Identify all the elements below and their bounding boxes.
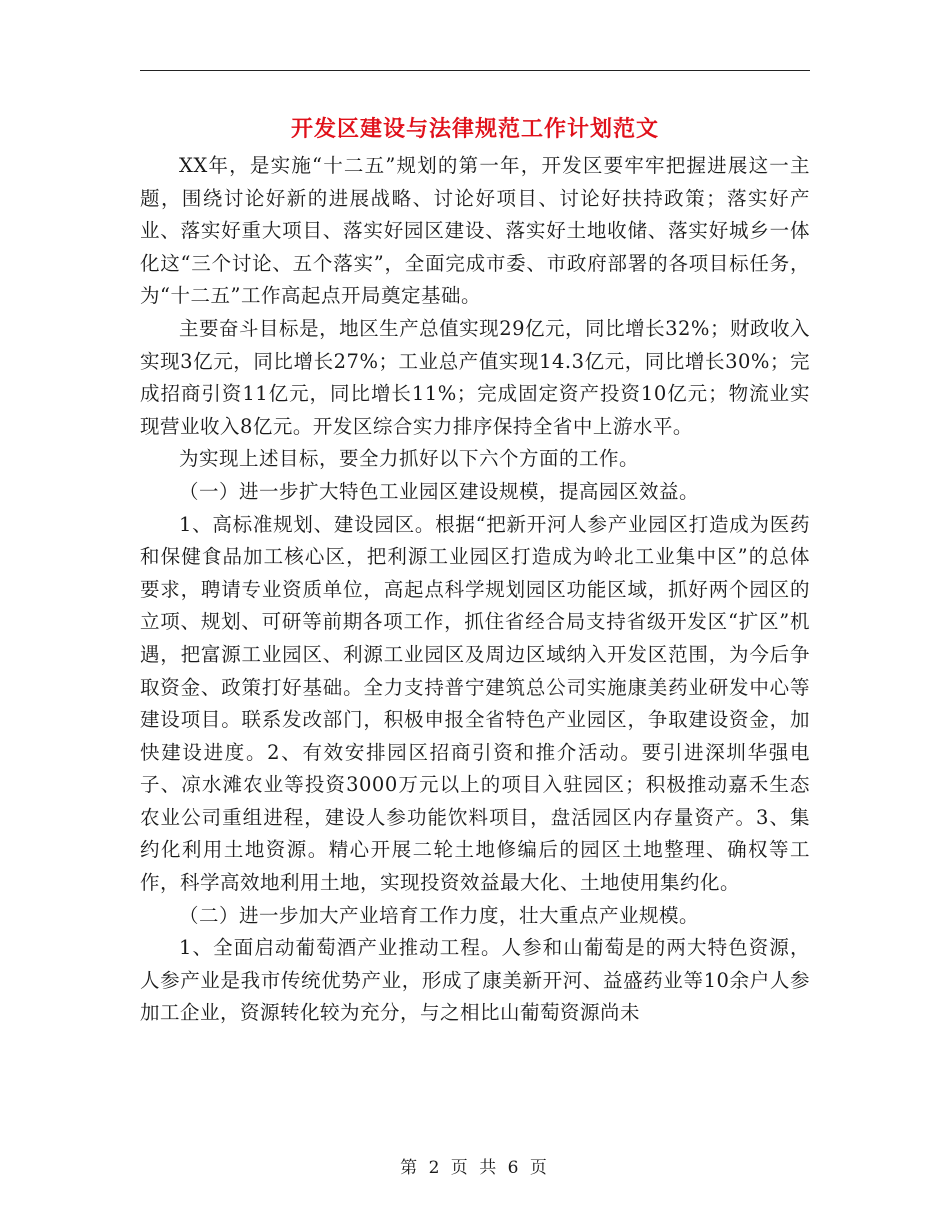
paragraph: 1、高标准规划、建设园区。根据“把新开河人参产业园区打造成为医药和保健食品加工核心区，把利源工业园区打造成为岭北工业集中区”的总体要求，聘请专业资质单位，高起点科学规划园区功能区域，抓好两个园区的立项、规划、可研等前期各项工作，抓住省经合局支持省级开发区“扩区”机遇，把富源工业园区、利源工业园区及周边区域纳入开发区范围，为今后争取资金、政策打好基础。全力支持普宁建筑总公司实施康美药业研发中心等建设项目。联系发改部门，积极申报全省特色产业园区，争取建设资金，加快建设进度。2、有效安排园区招商引资和推介活动。要引进深圳华强电子、凉水滩农业等投资3000万元以上的项目入驻园区；积极推动嘉禾生态农业公司重组进程，建设人参功能饮料项目，盘活园区内存量资产。3、集约化利用土地资源。精心开展二轮土地修编后的园区土地整理、确权等工作，科学高效地利用土地，实现投资效益最大化、土地使用集约化。: [140, 512, 810, 895]
paragraph: 为实现上述目标，要全力抓好以下六个方面的工作。: [179, 447, 640, 471]
section-heading: （一）进一步扩大特色工业园区建设规模，提高园区效益。: [179, 479, 700, 503]
paragraph: 1、全面启动葡萄酒产业推动工程。人参和山葡萄是的两大特色资源，人参产业是我市传统优势产业，形成了康美新开河、益盛药业等10余户人参加工企业，资源转化较为充分，与之相比山葡萄资源尚未: [140, 936, 810, 1025]
document-title: 开发区建设与法律规范工作计划范文: [290, 117, 659, 142]
section-heading: （二）进一步加大产业培育工作力度，壮大重点产业规模。: [179, 903, 700, 927]
header-rule: [140, 70, 810, 71]
document-body: [140, 150, 810, 1030]
paragraph: 主要奋斗目标是，地区生产总值实现29亿元，同比增长32%；财政收入实现3亿元，同比增长27%；工业总产值实现14.3亿元，同比增长30%；完成招商引资11亿元，同比增长11%；完成固定资产投资10亿元；物流业实现营业收入8亿元。开发区综合实力排序保持全省中上游水平。: [140, 316, 810, 438]
page-number: 第 2 页 共 6 页: [400, 1158, 550, 1178]
paragraph: XX年，是实施“十二五”规划的第一年，开发区要牢牢把握进展这一主题，围绕讨论好新的进展战略、讨论好项目、讨论好扶持政策；落实好产业、落实好重大项目、落实好园区建设、落实好土地收储、落实好城乡一体化这“三个讨论、五个落实”，全面完成市委、市政府部署的各项目标任务，为“十二五”工作高起点开局奠定基础。: [140, 154, 810, 308]
